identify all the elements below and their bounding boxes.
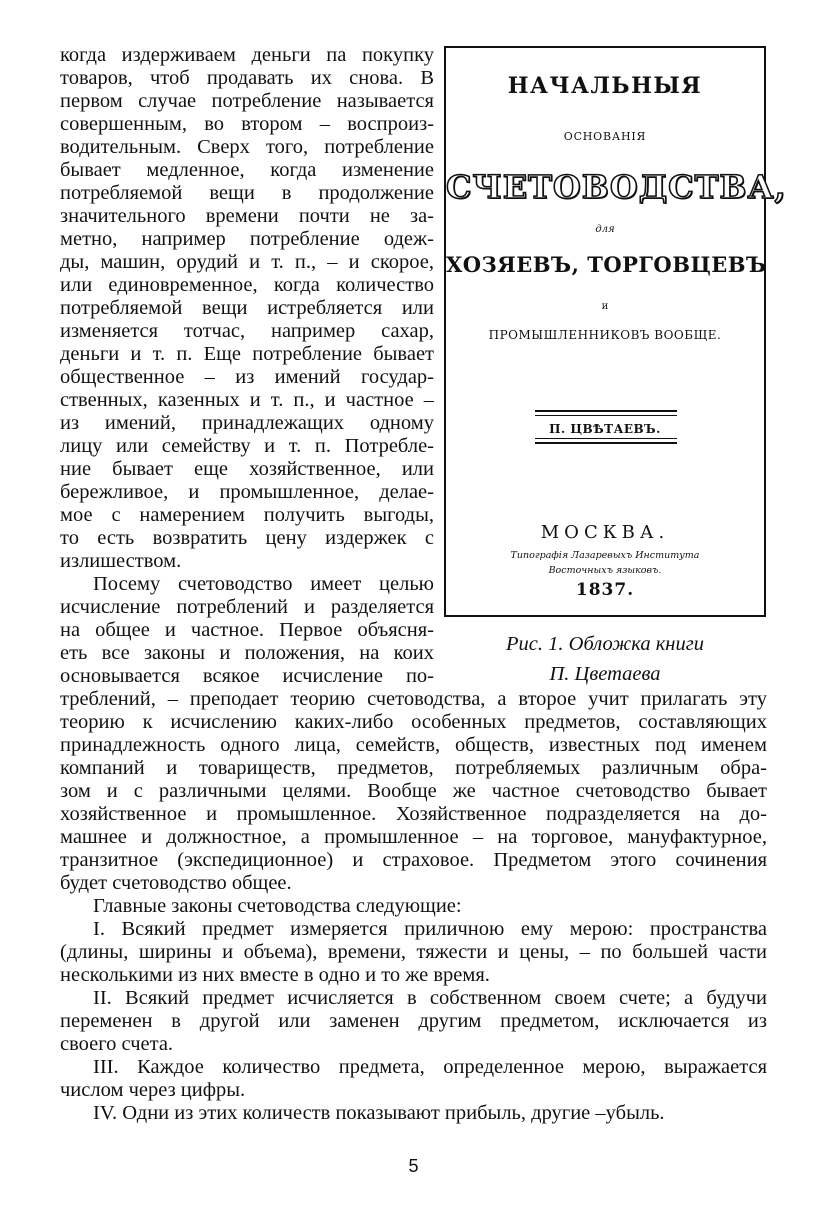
text-line: транзитное (экспедиционное) и страховое. Предметом этого сочинения [60, 849, 767, 871]
book-cover-figure [444, 46, 787, 617]
text-line: общественное – из имений государ- [60, 366, 434, 388]
text-line: зом и с различными целями. Вообще же частное счетоводство бывает [60, 780, 767, 802]
cover-publisher-line-1: Типографія Лазаревыхъ Института [510, 550, 700, 561]
text-line: основывается всякое исчисление по- [60, 665, 434, 687]
text-line: I. Всякий предмет измеряется приличною ему мерою: пространства [93, 918, 767, 940]
text-line: первом случае потребление называется [60, 90, 434, 112]
text-line: изменяется тотчас, например сахар, [60, 320, 434, 342]
cover-title-line-6: и [601, 301, 609, 312]
text-line: мое с намерением получить выгоды, [60, 504, 434, 526]
text-line: значительного времени почти не за- [60, 205, 434, 227]
text-line: ды, машин, орудий и т. п., – и скорое, [60, 251, 434, 273]
cover-title-line-1: НАЧАЛЬНЫЯ [507, 73, 703, 99]
text-line: Посему счетоводство имеет целью [93, 573, 434, 595]
cover-city: МОСКВА. [540, 522, 670, 543]
text-line: теорию к исчислению каких-либо особенных предметов, составляющих [60, 711, 767, 733]
text-line: ственных, казенных и т. п., и частное – [60, 389, 434, 411]
text-line: бережливое, и промышленное, делае- [60, 481, 434, 503]
text-line: когда издерживаем деньги па покупку [60, 44, 434, 66]
text-line: бывает медленное, когда изменение [60, 159, 434, 181]
text-line: потребляемой вещи в продолжение [60, 182, 434, 204]
text-line: еть все законы и положения, на коих [60, 642, 434, 664]
text-line: из имений, принадлежащих одному [60, 412, 434, 434]
page-number: 5 [408, 1156, 419, 1176]
text-line: или единовременное, когда количество [60, 274, 434, 296]
text-line: лицу или семейству и т. п. Потребле- [60, 435, 434, 457]
text-line: деньги и т. п. Еще потребление бывает [60, 343, 434, 365]
cover-year: 1837. [575, 580, 635, 600]
text-line: Главные законы счетоводства следующие: [93, 895, 462, 917]
text-line: числом через цифры. [60, 1079, 246, 1101]
cover-title-line-2: ОСНОВАНІЯ [563, 130, 647, 143]
text-line: потребляемой вещи истребляется или [60, 297, 434, 319]
cover-title-line-3: СЧЕТОВОДСТВА, [446, 168, 787, 206]
text-line: будет счетоводство общее. [60, 872, 292, 894]
text-line: излишеством. [60, 550, 182, 572]
text-line: компаний и товариществ, предметов, потребляемых различным обра- [60, 757, 767, 779]
cover-title-line-5: ХОЗЯЕВЪ, ТОРГОВЦЕВЪ [446, 252, 767, 277]
cover-publisher-line-2: Восточныхъ языковъ. [548, 565, 662, 576]
figure-caption-line-2: П. Цветаева [549, 663, 661, 685]
text-line: товаров, чтоб продавать их снова. В [60, 67, 434, 89]
text-line: хозяйственное и промышленное. Хозяйственное подразделяется на до- [60, 803, 767, 825]
text-line: то есть возвратить цену издержек с [60, 527, 434, 549]
cover-title-line-7: ПРОМЫШЛЕННИКОВЪ ВООБЩЕ. [488, 328, 722, 342]
text-line: своего счета. [60, 1033, 174, 1055]
text-line: на общее и частное. Первое объясня- [60, 619, 434, 641]
text-line: треблений, – преподает теорию счетоводства, а второе учит прилагать эту [60, 688, 767, 710]
text-line: ние бывает еще хозяйственное, или [60, 458, 434, 480]
text-line: метно, например потребление одеж- [60, 228, 434, 250]
text-line: II. Всякий предмет исчисляется в собственном своем счете; а будучи [93, 987, 767, 1009]
text-line: принадлежность одного лица, семейств, обществ, известных под именем [60, 734, 767, 756]
text-line: переменен в другой или заменен другим предметом, исключается из [60, 1010, 767, 1032]
book-cover [446, 48, 787, 615]
text-line: IV. Одни из этих количеств показывают прибыль, другие –убыль. [93, 1102, 665, 1124]
text-line: III. Каждое количество предмета, определенное мерою, выражается [93, 1056, 767, 1078]
figure-caption-line-1: Рис. 1. Обложка книги [506, 633, 704, 655]
text-line: (длины, ширины и объема), времени, тяжести и цены, – по большей части [60, 941, 767, 963]
cover-author: П. ЦВѢТАЕВЪ. [549, 422, 661, 436]
text-line: водительным. Сверх того, потребление [60, 136, 434, 158]
text-line: машнее и должностное, а промышленное – на торговое, мануфактурное, [60, 826, 767, 848]
text-line: исчисление потреблений и разделяется [60, 596, 434, 618]
text-line: несколькими из них вместе в одно и то же время. [60, 964, 490, 986]
text-line: совершенным, во втором – воспроиз- [60, 113, 434, 135]
cover-title-line-4: для [595, 224, 615, 235]
